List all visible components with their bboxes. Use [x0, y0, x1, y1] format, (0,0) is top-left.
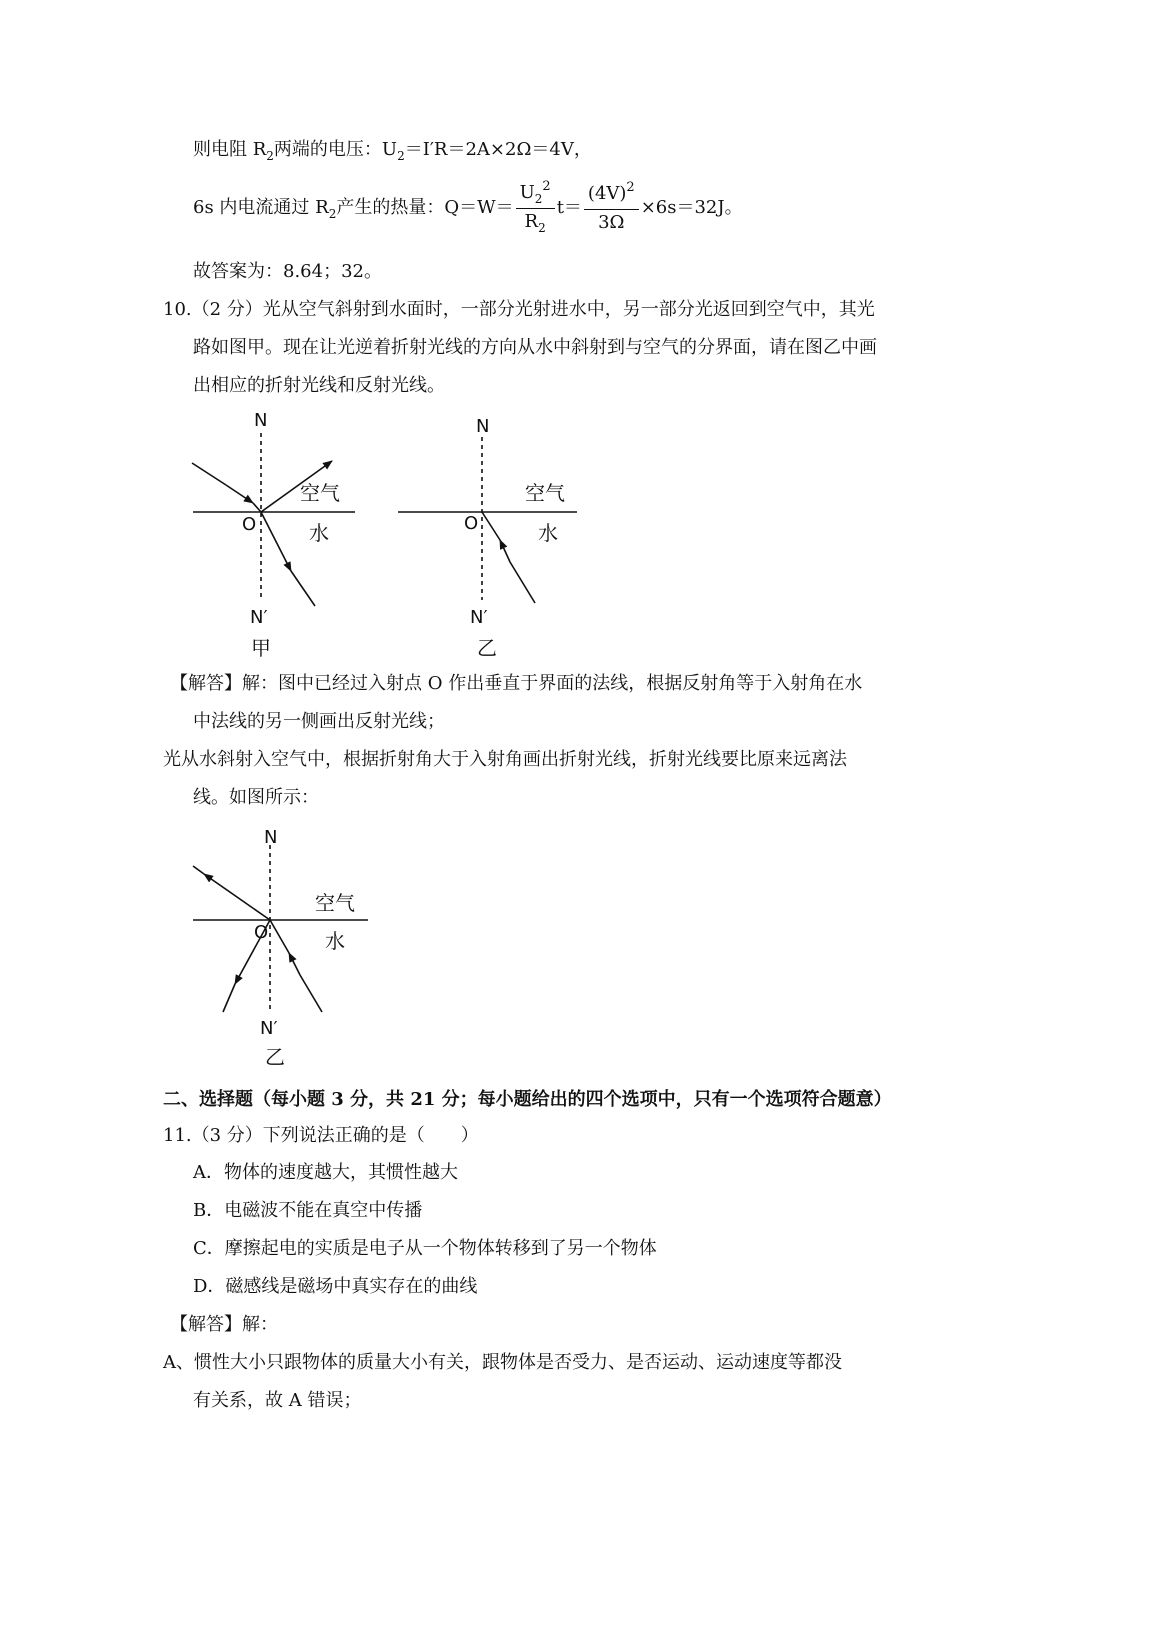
incident-ray-end: [253, 503, 261, 512]
answer-11-line-1: A、惯性大小只跟物体的质量大小有关，跟物体是否受力、是否运动、运动速度等都没: [163, 1352, 842, 1373]
heat-line: 6s 内电流通过 $R_2$产生的热量：Q＝W＝ $\frac{U_2^2}{R_2}$ t＝ $\frac{(4V)^2}{3\Omega}$ ×6s＝32J。: [193, 179, 743, 235]
reflected-ray-end: [223, 984, 235, 1012]
question-10-line-3: 出相应的折射光线和反射光线。: [193, 375, 445, 396]
incident-ray-from-water: [510, 562, 535, 603]
figure-yi-question: [398, 437, 577, 603]
incident-ray-arrow: [500, 540, 510, 562]
question-10-line-1: 10.（2 分）光从空气斜射到水面时，一部分光射进水中，另一部分光返回到空气中，其光: [163, 299, 875, 320]
figure-jia: [192, 433, 355, 606]
label-water: 水: [325, 929, 345, 953]
answer-11-head: 【解答】解：: [170, 1314, 278, 1335]
answer-10-line-2: 中法线的另一侧画出反射光线；: [193, 711, 445, 732]
label-o: O: [464, 513, 479, 534]
incident-ray-end: [482, 512, 500, 540]
option-a: A．物体的速度越大，其惯性越大: [193, 1162, 458, 1183]
incident-ray-arrow: [226, 485, 253, 503]
label-n-prime: N′: [470, 607, 488, 628]
label-air: 空气: [315, 891, 355, 915]
option-b: B．电磁波不能在真空中传播: [193, 1200, 423, 1221]
label-n: N: [254, 410, 268, 431]
refracted-ray-in-air: [204, 874, 270, 920]
label-o: O: [242, 514, 257, 535]
label-o: O: [254, 922, 269, 943]
voltage-line: 则电阻 $R_2$两端的电压：$U_2=I'R=2A\times 2\Omega=4V$，: [193, 139, 592, 163]
label-yi: 乙: [265, 1045, 285, 1069]
answer-9: 故答案为：8.64；32。: [193, 261, 382, 282]
label-jia: 甲: [251, 636, 271, 660]
question-11-stem: 11.（3 分）下列说法正确的是（ ）: [163, 1125, 479, 1146]
label-air: 空气: [525, 481, 565, 505]
label-water: 水: [538, 521, 558, 545]
incident-ray-arrow: [289, 953, 300, 975]
refracted-ray: [261, 512, 291, 571]
refracted-ray-start: [193, 866, 204, 874]
option-c: C．摩擦起电的实质是电子从一个物体转移到了另一个物体: [193, 1238, 657, 1259]
answer-10-line-1: 【解答】解：图中已经过入射点 O 作出垂直于界面的法线，根据反射角等于入射角在水: [170, 673, 863, 694]
label-n: N: [264, 827, 278, 848]
question-10-line-2: 路如图甲。现在让光逆着折射光线的方向从水中斜射到与空气的分界面，请在图乙中画: [193, 337, 877, 358]
label-air: 空气: [300, 481, 340, 505]
fraction-4v-squared-over-3ohm: $\frac{(4V)^2}{3\Omega}$: [584, 181, 639, 236]
incident-ray: [192, 463, 226, 485]
label-n-prime: N′: [260, 1018, 278, 1039]
label-yi: 乙: [477, 636, 497, 660]
section-2-heading: 二、选择题（每小题 3 分，共 21 分；每小题给出的四个选项中，只有一个选项符合题意）: [163, 1089, 892, 1110]
option-d: D．磁感线是磁场中真实存在的曲线: [193, 1276, 478, 1297]
answer-11-line-2: 有关系，故 A 错误；: [193, 1390, 362, 1411]
incident-ray-from-water: [300, 975, 322, 1012]
label-n: N: [476, 416, 490, 437]
answer-10-line-4: 线。如图所示：: [193, 787, 319, 808]
incident-ray-end: [270, 920, 289, 953]
label-n-prime: N′: [250, 607, 268, 628]
answer-10-line-3: 光从水斜射入空气中，根据折射角大于入射角画出折射光线，折射光线要比原来远离法: [163, 749, 847, 770]
refracted-ray-end: [291, 571, 315, 606]
label-water: 水: [309, 521, 329, 545]
fraction-u-squared-over-r: $\frac{U_2^2}{R_2}$: [516, 180, 555, 236]
